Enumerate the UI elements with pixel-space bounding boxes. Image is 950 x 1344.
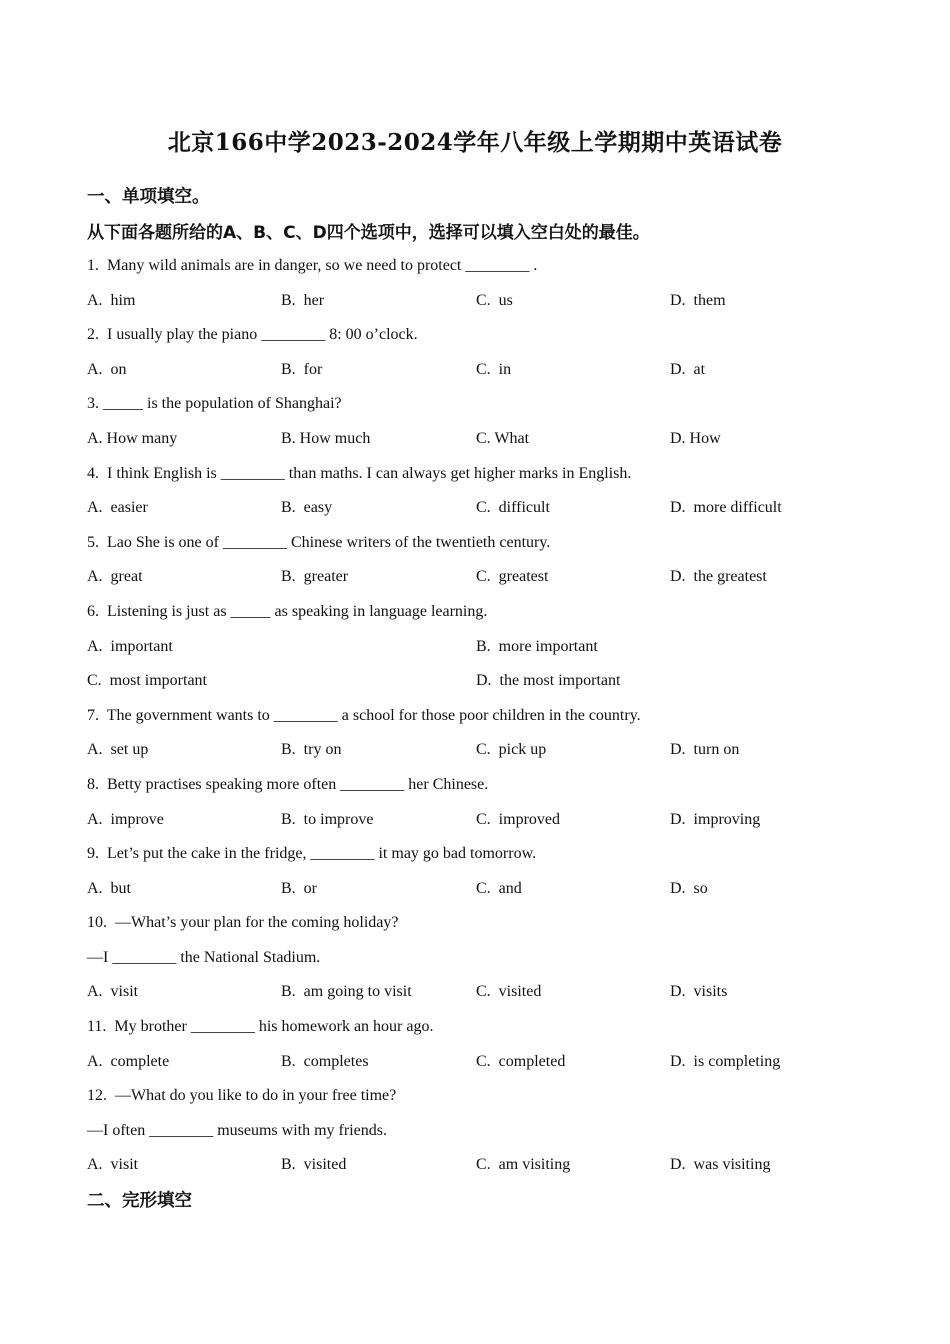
option-d: D. at: [670, 360, 706, 378]
question-list: [87, 254, 887, 1188]
options-row: [87, 565, 887, 600]
options-row: [87, 808, 887, 843]
option-b: B. her: [281, 291, 325, 309]
option-b: B. greater: [281, 568, 349, 586]
options-row: [87, 358, 887, 393]
option-a: A. but: [87, 879, 131, 897]
option-a: A. set up: [87, 741, 149, 759]
option-c: C. most important: [87, 672, 207, 690]
option-d: D. the greatest: [670, 568, 767, 586]
option-d: D. improving: [670, 810, 761, 828]
options-row: [87, 669, 887, 704]
options-row: [87, 1153, 887, 1188]
options-row: [87, 427, 887, 462]
page-title: 北京166中学2023-2024学年八年级上学期期中英语试卷: [167, 129, 783, 156]
option-b: B. completes: [281, 1052, 369, 1070]
option-c: C. greatest: [476, 568, 549, 586]
option-c: C. improved: [476, 810, 560, 828]
option-a: A. great: [87, 568, 143, 586]
option-b: B. try on: [281, 741, 342, 759]
option-d: D. How: [670, 429, 721, 447]
options-row: [87, 496, 887, 531]
option-b: B. easy: [281, 499, 333, 517]
option-c: C. us: [476, 291, 513, 309]
option-c: C. am visiting: [476, 1156, 571, 1174]
options-row: [87, 635, 887, 670]
option-a: A. visit: [87, 1156, 139, 1174]
option-c: C. in: [476, 360, 512, 378]
option-d: D. is completing: [670, 1052, 781, 1070]
question-stem: 11. My brother ________ his homework an hour ago.: [87, 1018, 434, 1036]
option-b: B. am going to visit: [281, 983, 412, 1001]
options-row: [87, 289, 887, 324]
option-d: D. more difficult: [670, 499, 782, 517]
option-d: D. turn on: [670, 741, 740, 759]
section-heading-single-choice: 一、单项填空。: [87, 187, 210, 207]
question-stem: 3. _____ is the population of Shanghai?: [87, 395, 342, 413]
options-row: [87, 738, 887, 773]
option-b: B. How much: [281, 429, 371, 447]
section-instruction: 从下面各题所给的A、B、C、D四个选项中，选择可以填入空白处的最佳。: [87, 223, 650, 243]
question-stem: 8. Betty practises speaking more often ________ her Chinese.: [87, 775, 489, 793]
option-a: A. on: [87, 360, 127, 378]
option-a: A. easier: [87, 499, 148, 517]
question-stem: 2. I usually play the piano ________ 8: 00 o’clock.: [87, 326, 418, 344]
question-stem: 1. Many wild animals are in danger, so we need to protect ________ .: [87, 257, 538, 274]
option-a: A. complete: [87, 1052, 170, 1070]
option-b: B. visited: [281, 1156, 347, 1174]
question-stem: 4. I think English is ________ than maths. I can always get higher marks in English.: [87, 464, 632, 482]
question-dialogue-line: —I often ________ museums with my friends.: [87, 1121, 387, 1139]
section-heading-cloze: 二、完形填空: [87, 1191, 192, 1211]
option-c: C. pick up: [476, 741, 547, 759]
question-stem: 6. Listening is just as _____ as speaking in language learning.: [87, 602, 488, 620]
question-stem: 9. Let’s put the cake in the fridge, ________ it may go bad tomorrow.: [87, 845, 537, 863]
option-c: C. What: [476, 429, 530, 447]
question-dialogue-line: —I ________ the National Stadium.: [87, 948, 321, 966]
options-row: [87, 1050, 887, 1085]
option-b: B. or: [281, 879, 317, 897]
question-stem: 7. The government wants to ________ a school for those poor children in the country.: [87, 706, 641, 724]
option-a: A. How many: [87, 429, 178, 447]
option-c: C. visited: [476, 983, 542, 1001]
option-d: D. visits: [670, 983, 728, 1001]
options-row: [87, 980, 887, 1015]
option-d: D. so: [670, 879, 708, 897]
question-stem: 5. Lao She is one of ________ Chinese writers of the twentieth century.: [87, 533, 551, 551]
options-row: [87, 877, 887, 912]
option-b: B. for: [281, 360, 323, 378]
option-a: A. important: [87, 637, 173, 655]
option-a: A. improve: [87, 810, 164, 828]
option-a: A. visit: [87, 983, 139, 1001]
question-stem: 10. —What’s your plan for the coming holiday?: [87, 914, 399, 932]
option-c: C. difficult: [476, 499, 550, 517]
option-d: D. them: [670, 291, 726, 309]
option-b: B. more important: [476, 637, 598, 655]
option-d: D. was visiting: [670, 1156, 771, 1174]
option-c: C. and: [476, 879, 522, 897]
option-a: A. him: [87, 291, 136, 309]
option-d: D. the most important: [476, 672, 621, 690]
option-c: C. completed: [476, 1052, 566, 1070]
question-stem: 12. —What do you like to do in your free time?: [87, 1087, 397, 1105]
option-b: B. to improve: [281, 810, 374, 828]
